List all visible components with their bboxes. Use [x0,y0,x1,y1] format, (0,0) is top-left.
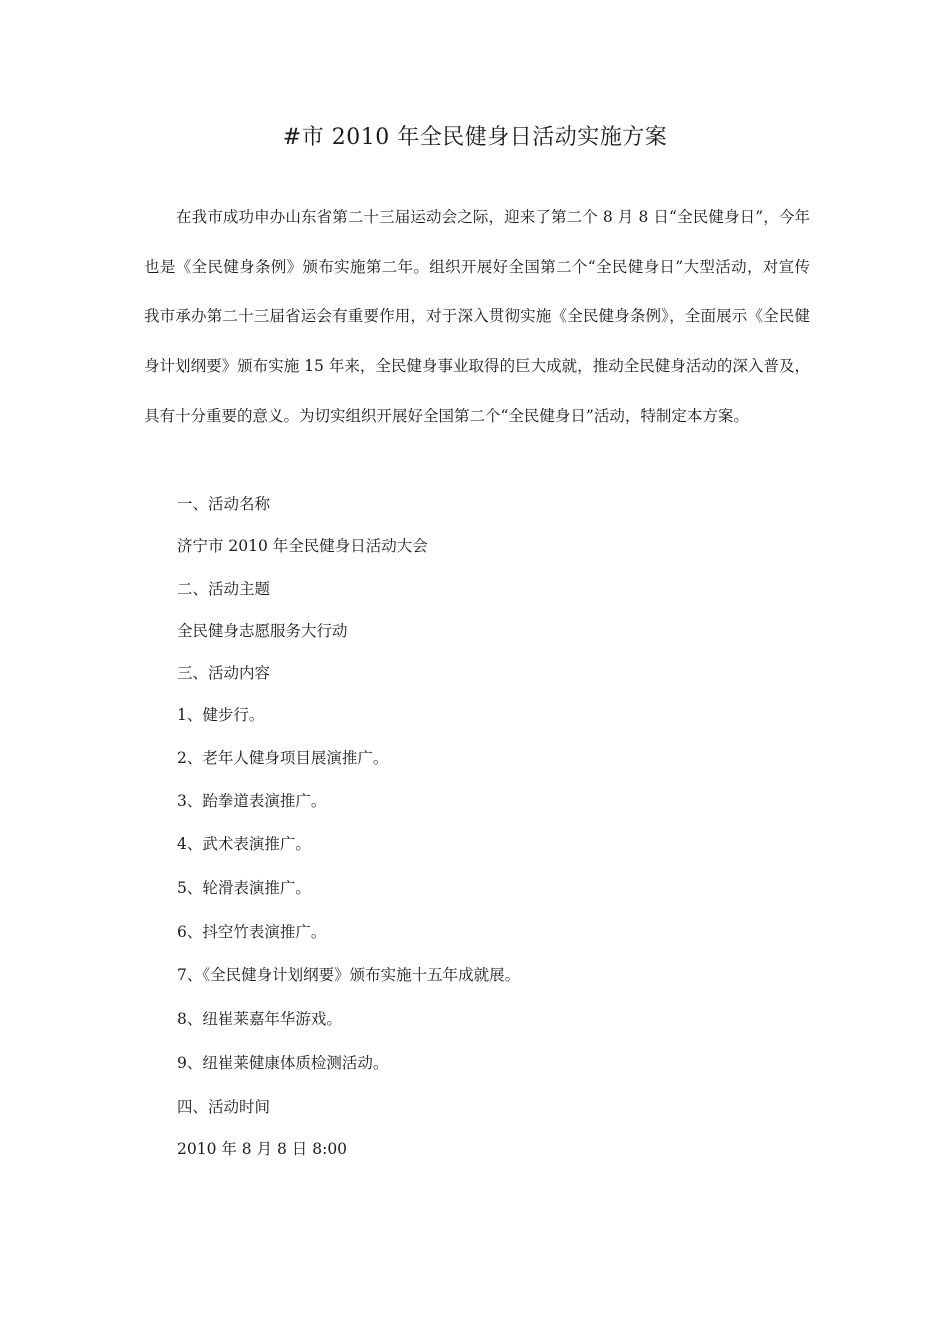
section-heading-time: 四、活动时间 [177,1098,271,1116]
list-item: 9、纽崔莱健康体质检测活动。 [177,1054,389,1072]
list-item: 1、健步行。 [177,706,265,724]
activity-name: 济宁市 2010 年全民健身日活动大会 [177,537,428,555]
list-item: 6、抖空竹表演推广。 [177,923,327,941]
list-item: 2、老年人健身项目展演推广。 [177,749,389,767]
list-item: 8、纽崔莱嘉年华游戏。 [177,1010,342,1028]
activity-theme: 全民健身志愿服务大行动 [177,622,348,640]
section-heading-name: 一、活动名称 [177,495,271,513]
list-item: 7、《全民健身计划纲要》颁布实施十五年成就展。 [177,966,521,984]
list-item: 5、轮滑表演推广。 [177,879,311,897]
activity-time: 2010 年 8 月 8 日 8:00 [177,1140,348,1158]
section-heading-content: 三、活动内容 [177,664,271,682]
list-item: 3、跆拳道表演推广。 [177,792,327,810]
list-item: 4、武术表演推广。 [177,835,311,853]
intro-paragraph: 在我市成功申办山东省第二十三届运动会之际，迎来了第二个 8 月 8 日“全民健身日”，今年也是《全民健身条例》颁布实施第二年。组织开展好全国第二个“全民健身日”大型活动，对宣传我市承办第二十三届省运会有重要作用，对于深入贯彻实施《全民健身条例》，全面展示《全民健身计划纲要》颁布实施 15 年来，全民健身事业取得的巨大成就，推动全民健身活动的深入普及，具有十分重要的意义。为切实组织开展好全国第二个“全民健身日”活动，特制定本方案。 [144,208,810,425]
document-title: #市 2010 年全民健身日活动实施方案 [282,125,668,150]
section-heading-theme: 二、活动主题 [177,580,271,598]
